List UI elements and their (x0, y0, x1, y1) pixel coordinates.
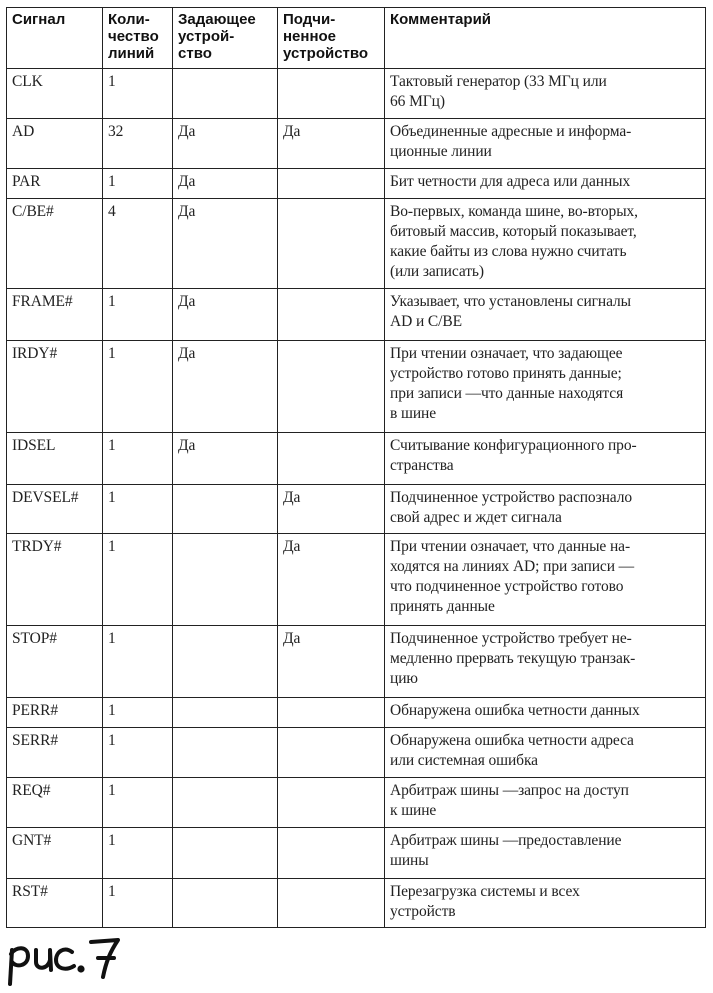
comment-cell: При чтении означает, что данные на- ходятся на линиях AD; при записи — что подчиненное устройство готово принять данные (385, 534, 706, 626)
table-row (7, 698, 706, 728)
comment-cell: При чтении означает, что задающее устройство готово принять данные; при записи —что данные находятся в шине (385, 341, 706, 433)
master-cell (173, 69, 278, 119)
master-cell: Да (173, 289, 278, 341)
master-cell: Да (173, 119, 278, 169)
line-count-cell: 1 (103, 289, 173, 341)
table-row (7, 485, 706, 534)
master-cell (173, 485, 278, 534)
table-row (7, 778, 706, 828)
table-row (7, 69, 706, 119)
line-count-cell: 1 (103, 778, 173, 828)
signal-cell: FRAME# (7, 289, 103, 341)
signal-cell: AD (7, 119, 103, 169)
table-row (7, 433, 706, 485)
comment-cell: Подчиненное устройство распознало свой адрес и ждет сигнала (385, 485, 706, 534)
comment-cell: Арбитраж шины —запрос на доступ к шине (385, 778, 706, 828)
signal-cell: DEVSEL# (7, 485, 103, 534)
slave-cell: Да (278, 485, 385, 534)
line-count-cell: 4 (103, 199, 173, 289)
table-row (7, 119, 706, 169)
slave-cell: Да (278, 534, 385, 626)
table-row (7, 626, 706, 698)
pci-signals-table (6, 7, 706, 928)
signal-cell: GNT# (7, 828, 103, 879)
comment-cell: Обнаружена ошибка четности данных (385, 698, 706, 728)
slave-cell (278, 199, 385, 289)
comment-cell: Во-первых, команда шине, во-вторых, битовый массив, который показывает, какие байты из слова нужно считать (или записать) (385, 199, 706, 289)
line-count-cell: 1 (103, 728, 173, 778)
header-comment: Комментарий (385, 8, 706, 69)
slave-cell (278, 69, 385, 119)
table-row (7, 879, 706, 928)
table-row (7, 728, 706, 778)
comment-cell: Объединенные адресные и информа- ционные линии (385, 119, 706, 169)
header-master: Задающее устрой- ство (173, 8, 278, 69)
master-cell: Да (173, 169, 278, 199)
slave-cell (278, 698, 385, 728)
line-count-cell: 1 (103, 341, 173, 433)
comment-cell: Подчиненное устройство требует не- медленно прервать текущую транзак- цию (385, 626, 706, 698)
table-row (7, 169, 706, 199)
line-count-cell: 1 (103, 626, 173, 698)
slave-cell (278, 289, 385, 341)
line-count-cell: 1 (103, 534, 173, 626)
table-row (7, 199, 706, 289)
table-row (7, 289, 706, 341)
slave-cell (278, 728, 385, 778)
comment-cell: Указывает, что установлены сигналы AD и C/BE (385, 289, 706, 341)
master-cell (173, 728, 278, 778)
comment-cell: Арбитраж шины —предоставление шины (385, 828, 706, 879)
comment-cell: Обнаружена ошибка четности адреса или системная ошибка (385, 728, 706, 778)
comment-cell: Считывание конфигурационного про- странства (385, 433, 706, 485)
signal-cell: SERR# (7, 728, 103, 778)
signal-cell: IDSEL (7, 433, 103, 485)
table-row (7, 534, 706, 626)
slave-cell (278, 828, 385, 879)
master-cell (173, 879, 278, 928)
master-cell (173, 626, 278, 698)
slave-cell (278, 778, 385, 828)
handwritten-caption (6, 932, 146, 988)
master-cell (173, 698, 278, 728)
comment-cell: Тактовый генератор (33 МГц или 66 МГц) (385, 69, 706, 119)
table-row (7, 341, 706, 433)
line-count-cell: 1 (103, 69, 173, 119)
header-line-count: Коли- чество линий (103, 8, 173, 69)
line-count-cell: 1 (103, 698, 173, 728)
signal-cell: TRDY# (7, 534, 103, 626)
line-count-cell: 1 (103, 485, 173, 534)
header-signal: Сигнал (7, 8, 103, 69)
header-slave: Подчи- ненное устройство (278, 8, 385, 69)
master-cell (173, 778, 278, 828)
table-row (7, 828, 706, 879)
slave-cell: Да (278, 626, 385, 698)
line-count-cell: 1 (103, 828, 173, 879)
comment-cell: Перезагрузка системы и всех устройств (385, 879, 706, 928)
slave-cell (278, 433, 385, 485)
slave-cell: Да (278, 119, 385, 169)
signal-cell: PERR# (7, 698, 103, 728)
slave-cell (278, 879, 385, 928)
signal-cell: PAR (7, 169, 103, 199)
signal-cell: REQ# (7, 778, 103, 828)
handwritten-caption-drawing (6, 932, 146, 988)
slave-cell (278, 341, 385, 433)
signal-cell: C/BE# (7, 199, 103, 289)
slave-cell (278, 169, 385, 199)
line-count-cell: 1 (103, 879, 173, 928)
master-cell (173, 534, 278, 626)
master-cell: Да (173, 199, 278, 289)
line-count-cell: 1 (103, 433, 173, 485)
signal-cell: RST# (7, 879, 103, 928)
signal-cell: IRDY# (7, 341, 103, 433)
signal-cell: CLK (7, 69, 103, 119)
master-cell (173, 828, 278, 879)
master-cell: Да (173, 341, 278, 433)
comment-cell: Бит четности для адреса или данных (385, 169, 706, 199)
master-cell: Да (173, 433, 278, 485)
table-header-row (7, 8, 706, 69)
line-count-cell: 1 (103, 169, 173, 199)
signal-cell: STOP# (7, 626, 103, 698)
line-count-cell: 32 (103, 119, 173, 169)
